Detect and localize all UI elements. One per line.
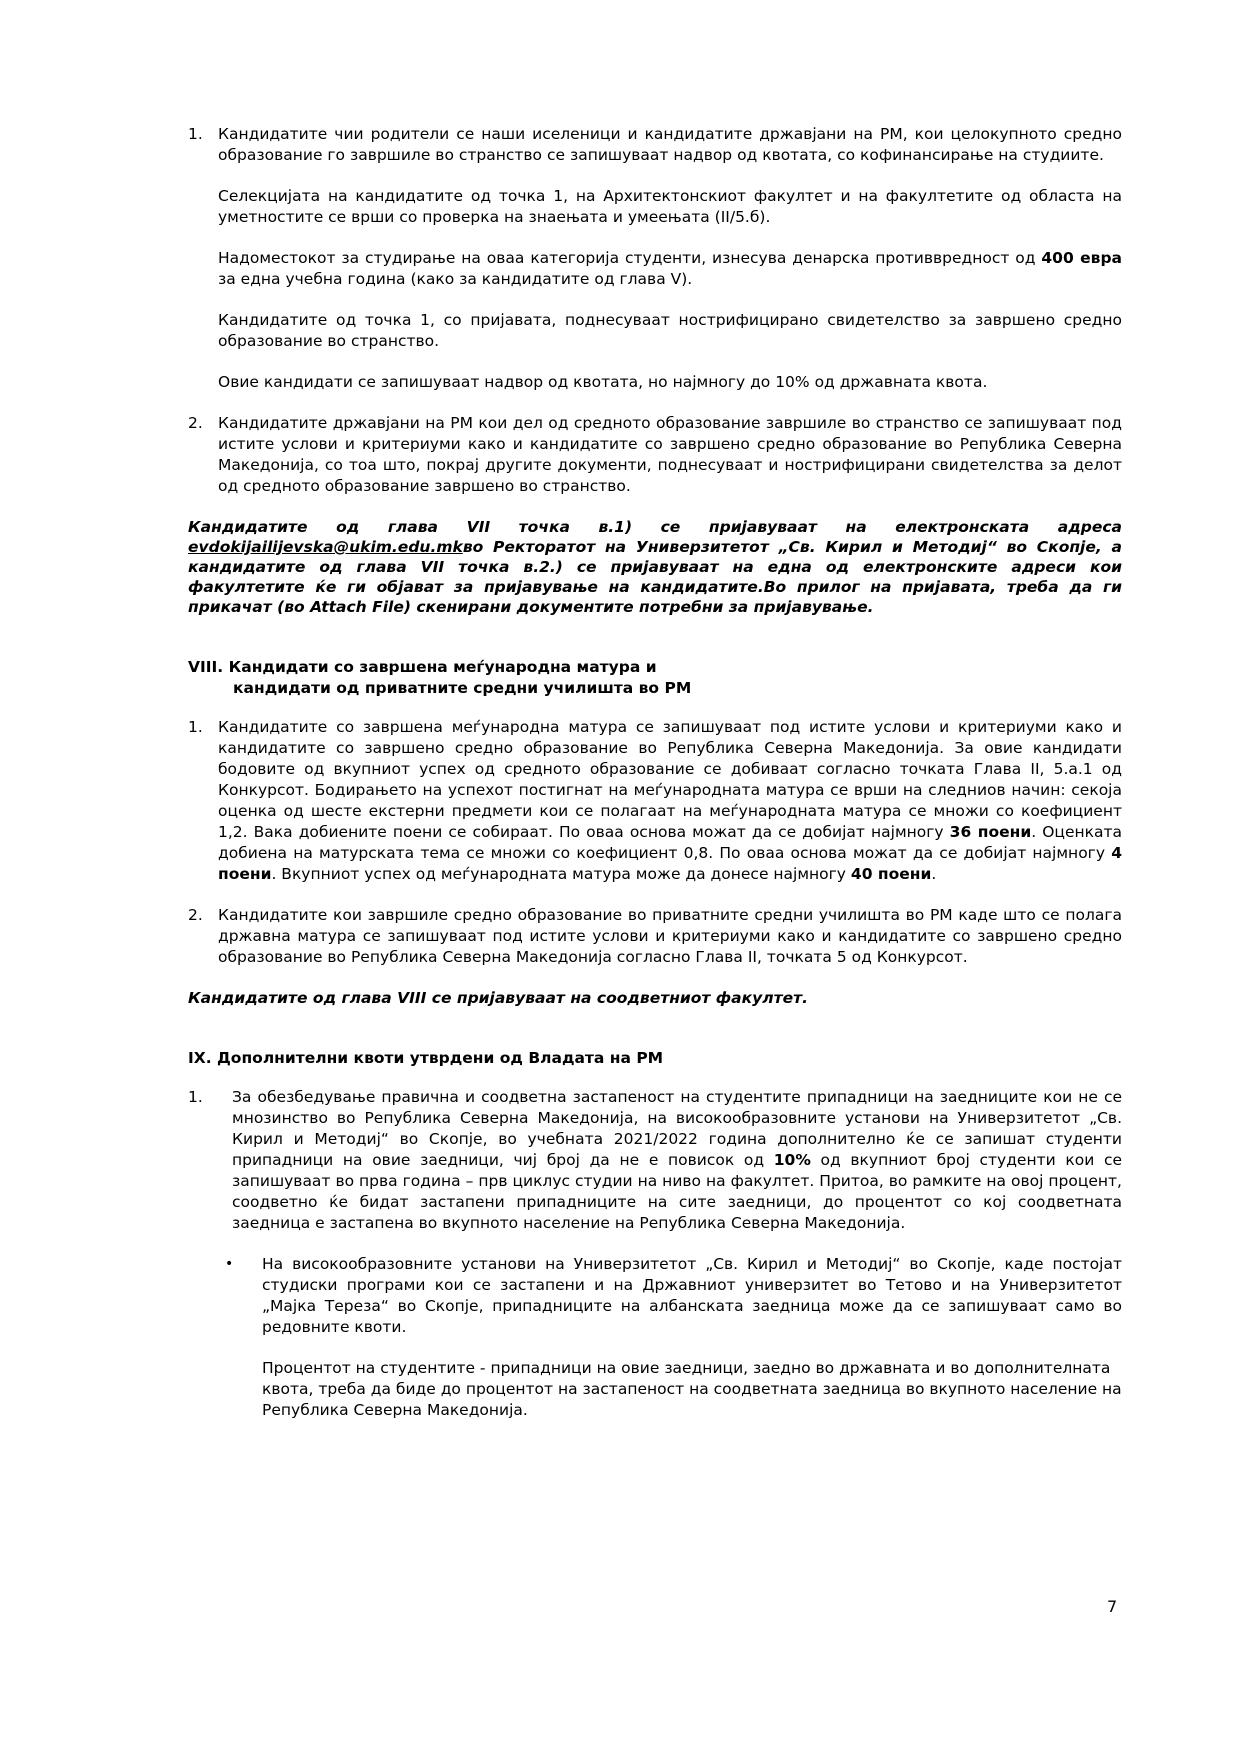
bullet-item: [188, 1254, 1122, 1421]
paragraph: [218, 248, 1122, 290]
text-span: Надоместокот за студирање на оваа категорија студенти, изнесува денарска противвредност од: [218, 249, 1042, 267]
paragraph: Кандидатите чии родители се наши иселеници и кандидатите државјани на РМ, кои целокупното средно образование го завршиле во странство се запишуваат надвор од квотата, со кофинансирање на студиите.: [218, 125, 1122, 164]
paragraph: Овие кандидати се запишуваат надвор од квотата, но најмногу до 10% од државната квота.: [218, 373, 988, 391]
page-number: 7: [1107, 1597, 1118, 1616]
list-item-1: [188, 124, 1122, 393]
email-link[interactable]: evdokijailijevska@ukim.edu.mk: [188, 538, 463, 556]
paragraph: Кандидатите кои завршиле средно образование во приватните средни училишта во РМ каде што се полага државна матура се запишуваат под истите услови и критериуми како и кандидатите со завршено средно образование во Република Северна Македонија согласно Глава II, точката 5 од Конкурсот.: [218, 906, 1122, 966]
bold-percent: 10%: [773, 1151, 811, 1169]
note-text: Во прилог на пријавата, треба да ги прикачат (во Attach File) скенирани документите потребни за пријавување.: [188, 578, 1122, 616]
list-number: 1.: [188, 125, 203, 143]
list-number: 2.: [188, 414, 203, 432]
list-item-1: [188, 1087, 1122, 1234]
bold-amount: 400 евра: [1041, 249, 1122, 267]
list-item-2: [188, 413, 1122, 497]
text-span: од вкупниот број студенти кои се запишуваат во прва година – прв циклус студии на ниво на факултет. Притоа, во рамките на овој процент, соодветно ќе бидат застапени припадниците на сите заедници, до процентот со кој соодветната заедница е застапена во вкупното население на Република Северна Македонија.: [232, 1151, 1122, 1232]
text-span: За обезбедување правична и соодветна застапеност на студентите припадници на заедниците кои не се мнозинство во Република Северна Македонија, на високообразовните установи на Универзитетот „Св. Кирил и Методиј“ во Скопје, во учебната 2021/2022 година дополнително ќе се запишат студенти припадници на овие заедници, чиј број да не е повисок од: [232, 1088, 1122, 1169]
text-span: Кандидатите со завршена меѓународна матура се запишуваат под истите услови и критериуми како и кандидатите со завршено средно образование во Република Северна Македонија. За овие кандидати бодовите од вкупниот успех од средното образование се добиваат согласно точката Глава II, 5.а.1 од Конкурсот. Бодирањето на успехот постигнат на меѓународната матура се врши на следниов начин: секоја оценка од шесте екстерни предмети кои се полагаат на меѓународната матура се множи со коефициент 1,2. Вака добиените поени се собираат. По оваа основа можат да се добијат најмногу: [218, 718, 1122, 841]
bold-points: 40 поени: [850, 865, 932, 883]
paragraph: На високообразовните установи на Универзитетот „Св. Кирил и Методиј“ во Скопје, каде постојат студиски програми кои се застапени и на Државниот универзитет во Тетово и на Универзитетот „Мајка Тереза“ во Скопје, припадниците на албанската заедница може да се запишуваат само во редовните квоти.: [262, 1255, 1122, 1336]
section-heading-viii: [188, 657, 1122, 699]
paragraph: [218, 717, 1122, 885]
text-span: за една учебна година (како за кандидатите од глава V).: [218, 270, 693, 288]
bold-points: 36 поени: [949, 823, 1032, 841]
list-number: 1.: [188, 1088, 203, 1106]
paragraph: Селекцијата на кандидатите од точка 1, на Архитектонскиот факултет и на факултетите од областа на уметностите се врши со проверка на знаењата и умеењата (II/5.б).: [218, 187, 1122, 226]
application-note: [188, 517, 1122, 617]
text-span: .: [931, 865, 937, 883]
list-number: 1.: [188, 718, 203, 736]
heading-line: кандидати од приватните средни училишта во РМ: [233, 679, 692, 697]
paragraph: Кандидатите од точка 1, со пријавата, поднесуваат нострифицирано свидетелство за завршено средно образование во странство.: [218, 311, 1122, 350]
list-item-1: [188, 717, 1122, 885]
paragraph: Кандидатите државјани на РМ кои дел од средното образование завршиле во странство се запишуваат под истите услови и критериуми како и кандидатите со завршено средно образование во Република Северна Македонија, со тоа што, покрај другите документи, поднесуваат и нострифицирани свидетелства за делот од средното образование завршено во странство.: [218, 414, 1122, 495]
heading-line: VIII. Кандидати со завршена меѓународна матура и: [188, 658, 657, 676]
application-note: Кандидатите од глава VIII се пријавуваат на соодветниот факултет.: [188, 989, 808, 1007]
list-number: 2.: [188, 906, 203, 924]
bullet-icon: •: [225, 1256, 234, 1272]
paragraph: Процентот на студентите - припадници на овие заедници, заедно во државната и во дополнителната квота, треба да биде до процентот на застапеност на соодветната заедница во вкупното население на Република Северна Македонија.: [262, 1359, 1122, 1419]
page-content: [188, 124, 1122, 1421]
paragraph: [232, 1087, 1122, 1234]
bold-points: 4 поени: [218, 844, 1122, 883]
note-text: во Ректоратот на Универзитетот „Св. Кирил и Методиј“ во Скопје, а кандидатите од глава VII точка в.2.) се пријавуваат на една од електронските адреси кои факултетите ќе ги објават за пријавување на кандидатите.: [188, 538, 1122, 596]
note-text: Кандидатите од глава VII точка в.1) се пријавуваат на електронската адреса: [188, 518, 1122, 536]
list-item-2: [188, 905, 1122, 968]
text-span: . Оценката добиена на матурската тема се множи со коефициент 0,8. По оваа основа можат да се добијат најмногу: [218, 823, 1123, 862]
section-heading-ix: IX. Дополнителни квоти утврдени од Владата на РМ: [188, 1049, 664, 1067]
text-span: . Вкупниот успех од меѓународната матура може да донесе најмногу: [271, 865, 851, 883]
